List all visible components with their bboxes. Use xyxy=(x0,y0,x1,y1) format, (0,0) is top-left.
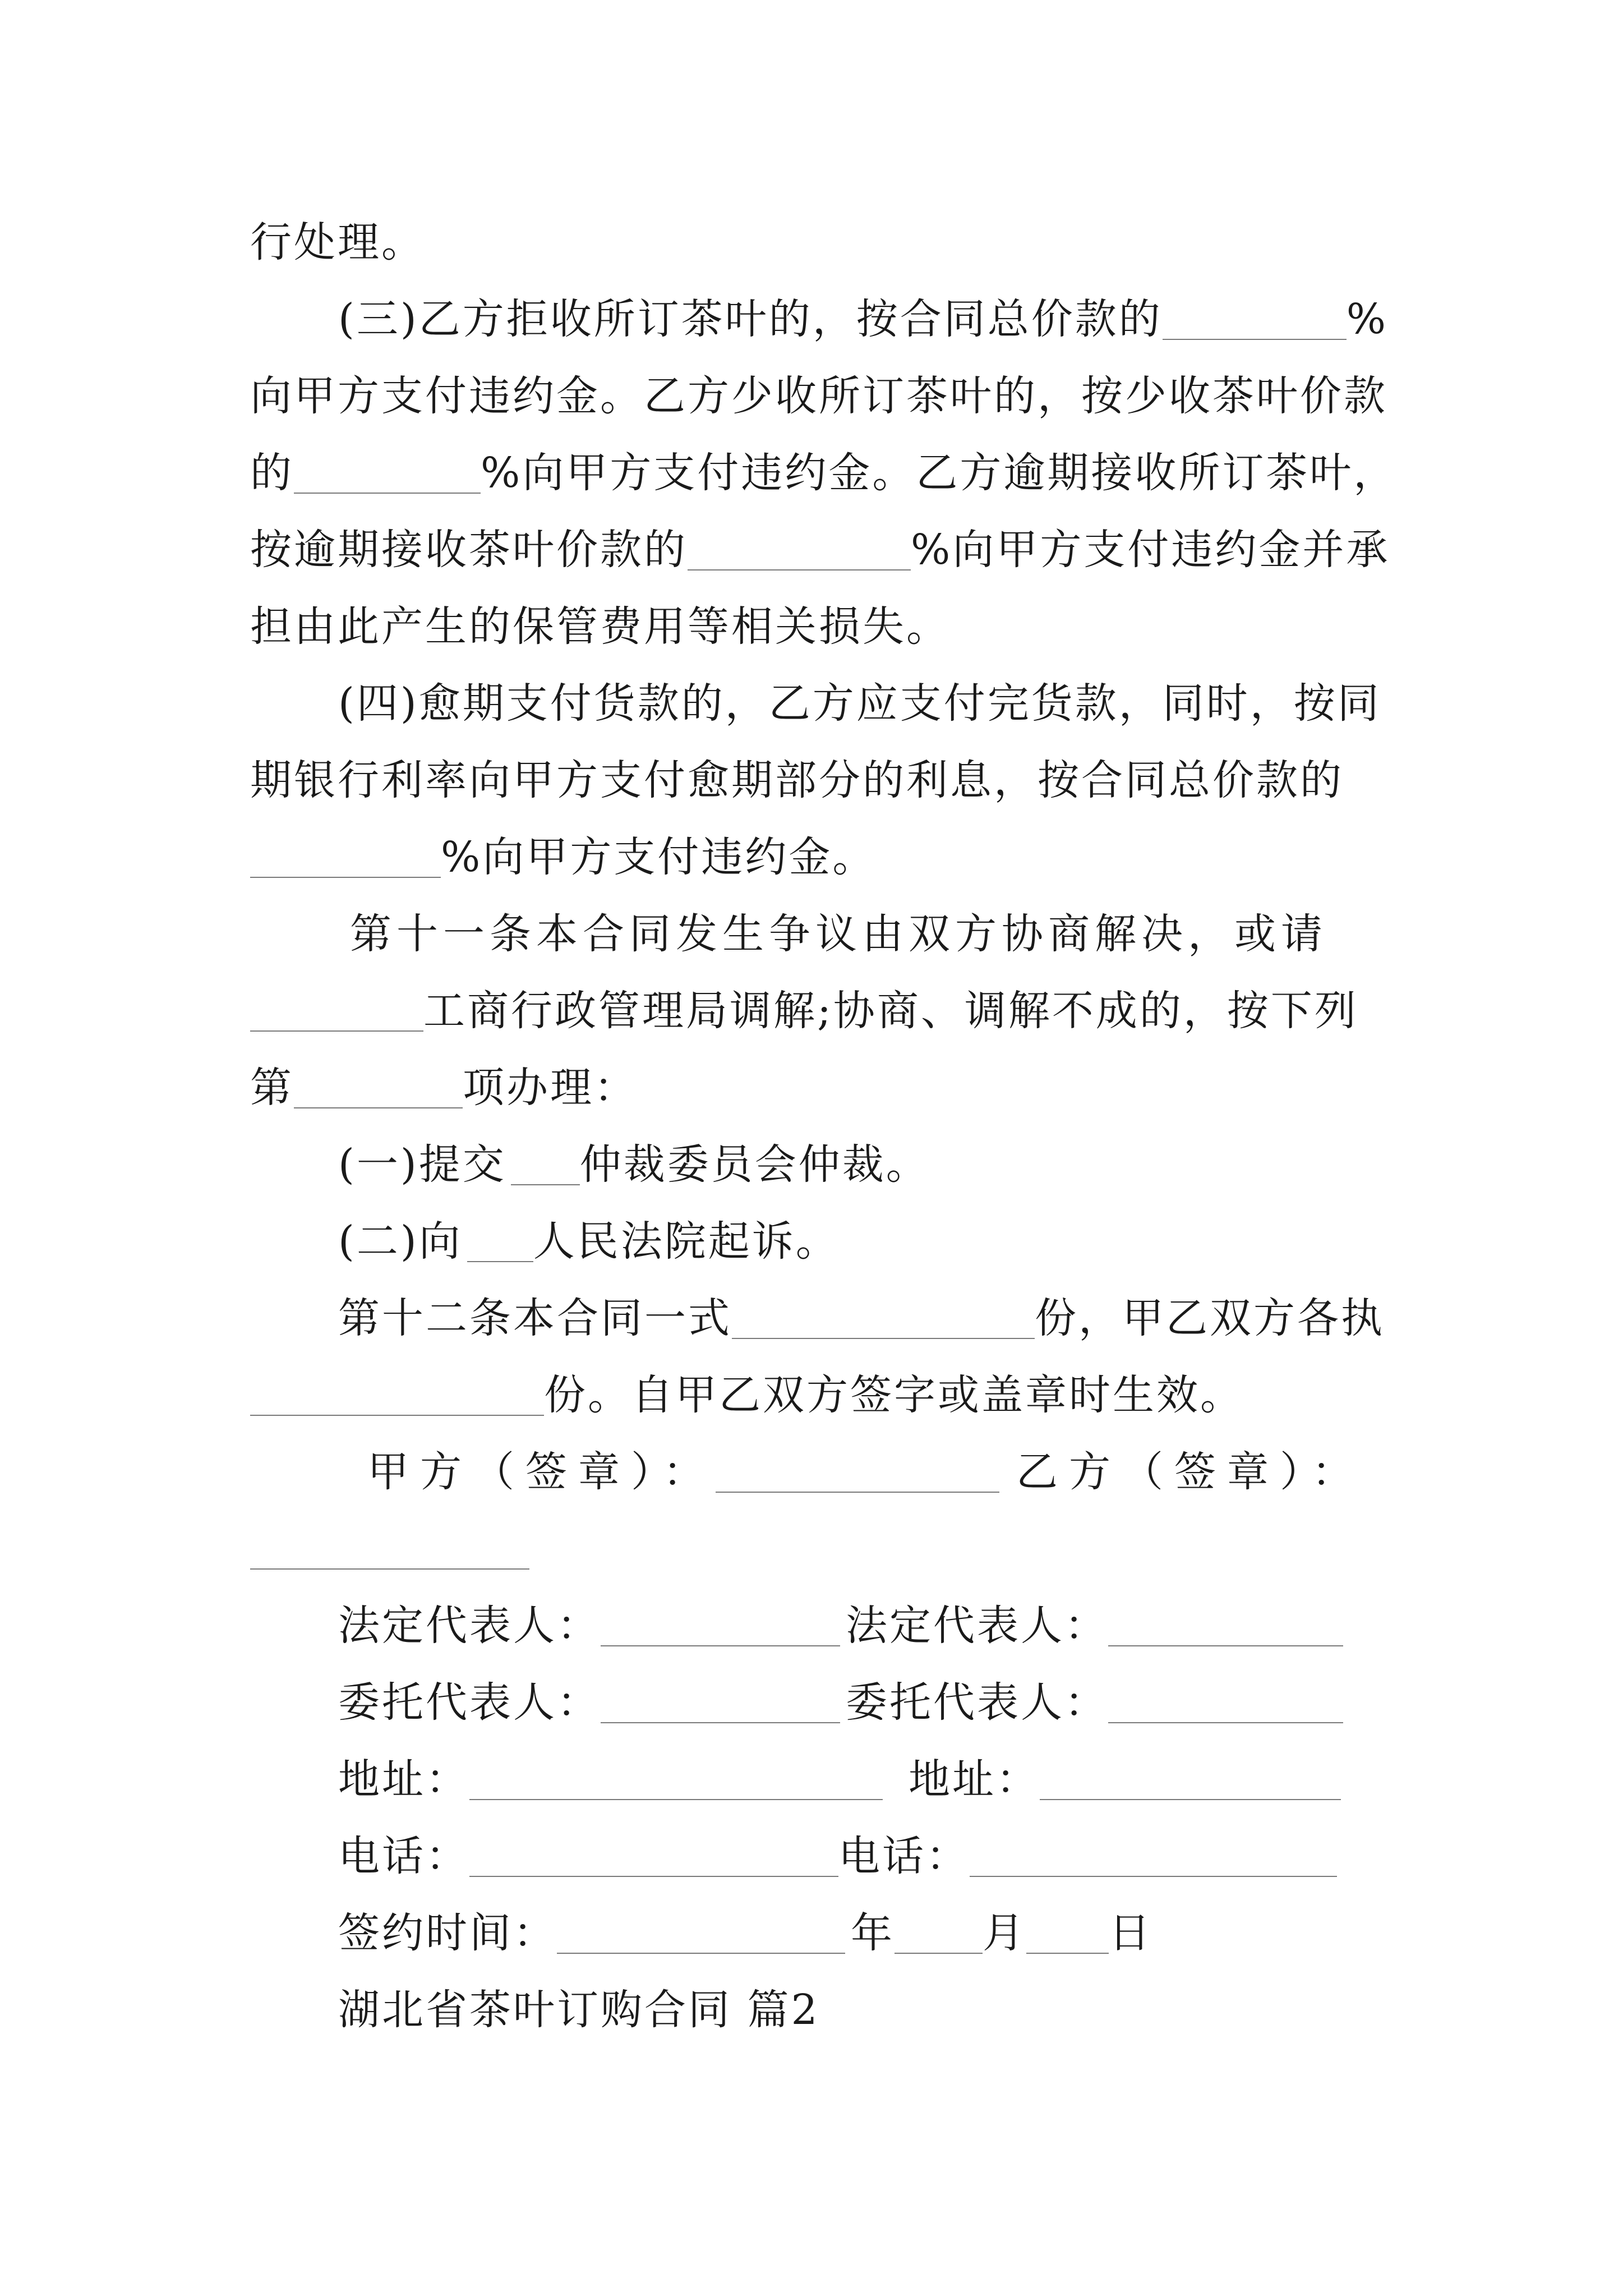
contract-line xyxy=(338,1280,1385,1357)
phone-a-label: 电话： xyxy=(338,1832,469,1880)
text-segment: 行处理。 xyxy=(250,218,425,266)
day-label: 日 xyxy=(1109,1909,1152,1957)
blank-underline xyxy=(250,1382,544,1416)
blank-underline xyxy=(601,1689,840,1723)
contract-line xyxy=(250,742,1344,819)
text-segment: (三)乙方拒收所订茶叶的，按合同总价款的 xyxy=(338,295,1163,343)
month-label: 月 xyxy=(983,1909,1026,1957)
text-segment: 向甲方支付违约金。乙方少收所订茶叶的，按少收茶叶价款 xyxy=(250,372,1387,420)
signature-row-address xyxy=(338,1741,1341,1818)
blank-underline xyxy=(732,1305,1035,1339)
blank-underline xyxy=(1026,1920,1109,1954)
text-segment: 期银行利率向甲方支付愈期部分的利息，按合同总价款的 xyxy=(250,756,1344,804)
blank-underline xyxy=(467,1228,533,1262)
blank-underline xyxy=(511,1151,580,1185)
blank-underline xyxy=(294,459,481,494)
signature-row-phone xyxy=(338,1818,1337,1895)
legal-rep-a-label: 法定代表人： xyxy=(338,1602,601,1650)
contract-line xyxy=(250,358,1387,435)
blank-underline xyxy=(294,1074,463,1108)
clause-heading: 第十一条本合同发生争议由双方协商解决，或请 xyxy=(350,910,1327,958)
legal-rep-b-label: 法定代表人： xyxy=(846,1602,1108,1650)
text-segment: (四)愈期支付货款的，乙方应支付完货款，同时，按同 xyxy=(338,679,1381,728)
blank-underline xyxy=(469,1843,838,1877)
agent-b-label: 委托代表人： xyxy=(846,1678,1108,1727)
phone-b-label: 电话： xyxy=(838,1832,970,1880)
blank-underline xyxy=(1163,306,1347,340)
clause-heading: 第十二条本合同一式 xyxy=(338,1294,732,1342)
contract-line xyxy=(338,281,1388,358)
text-segment: %向甲方支付违约金并承 xyxy=(911,526,1390,574)
contract-line xyxy=(250,973,1358,1050)
text-segment: %向甲方支付违约金。乙方逾期接收所订茶叶， xyxy=(481,449,1398,497)
party-a-seal-label: 甲方（签章）： xyxy=(367,1448,716,1496)
contract-line xyxy=(250,1050,638,1126)
date-label: 签约时间： xyxy=(338,1909,557,1957)
text-segment: %向甲方支付违约金。 xyxy=(441,833,877,881)
text-segment: (一)提交 xyxy=(338,1140,506,1189)
text-segment: 仲裁委员会仲裁。 xyxy=(579,1140,930,1189)
text-segment: 项办理： xyxy=(463,1064,638,1112)
blank-underline xyxy=(557,1920,845,1954)
blank-underline xyxy=(716,1458,999,1493)
contract-line xyxy=(250,588,950,665)
year-label: 年 xyxy=(851,1909,895,1957)
blank-underline xyxy=(1040,1766,1341,1800)
text-segment: 担由此产生的保管费用等相关损失。 xyxy=(250,602,950,651)
text-segment: 工商行政管理局调解;协商、调解不成的，按下列 xyxy=(423,987,1358,1035)
address-a-label: 地址： xyxy=(338,1755,469,1803)
blank-underline xyxy=(469,1766,883,1800)
party-b-seal-label: 乙方（签章）： xyxy=(1016,1448,1364,1496)
contract-line xyxy=(338,665,1381,742)
signature-seal-blank-line xyxy=(250,1511,529,1588)
blank-underline xyxy=(895,1920,983,1954)
blank-underline xyxy=(1108,1689,1343,1723)
contract-line xyxy=(338,1203,840,1280)
text-segment: 的 xyxy=(250,449,294,497)
next-section-title: 湖北省茶叶订购合同 篇2 xyxy=(338,1986,820,2034)
contract-line xyxy=(338,1126,930,1203)
blank-underline xyxy=(1108,1612,1343,1646)
contract-line xyxy=(250,204,425,281)
contract-line xyxy=(250,512,1390,588)
signature-seal-line xyxy=(367,1434,1364,1511)
signature-row-legal-rep xyxy=(338,1588,1343,1664)
text-segment: 按逾期接收茶叶价款的 xyxy=(250,526,688,574)
blank-underline xyxy=(688,536,911,570)
blank-underline xyxy=(250,1535,529,1570)
address-b-label: 地址： xyxy=(909,1755,1040,1803)
blank-underline xyxy=(970,1843,1337,1877)
agent-a-label: 委托代表人： xyxy=(338,1678,601,1727)
blank-underline xyxy=(250,997,423,1032)
text-segment: 第 xyxy=(250,1064,294,1112)
text-segment: 份。自甲乙双方签字或盖章时生效。 xyxy=(544,1371,1244,1419)
text-segment: 人民法院起诉。 xyxy=(533,1217,840,1266)
contract-line xyxy=(250,435,1397,512)
section-title xyxy=(338,1972,820,2049)
text-segment: % xyxy=(1346,295,1389,343)
blank-underline xyxy=(601,1612,840,1646)
contract-line xyxy=(250,819,876,896)
text-segment: (二)向 xyxy=(338,1217,463,1266)
contract-line xyxy=(350,896,1327,973)
contract-line xyxy=(250,1357,1244,1434)
signature-row-date xyxy=(338,1895,1152,1972)
text-segment: 份，甲乙双方各执 xyxy=(1035,1294,1385,1342)
signature-row-agent xyxy=(338,1664,1343,1741)
blank-underline xyxy=(250,844,441,878)
